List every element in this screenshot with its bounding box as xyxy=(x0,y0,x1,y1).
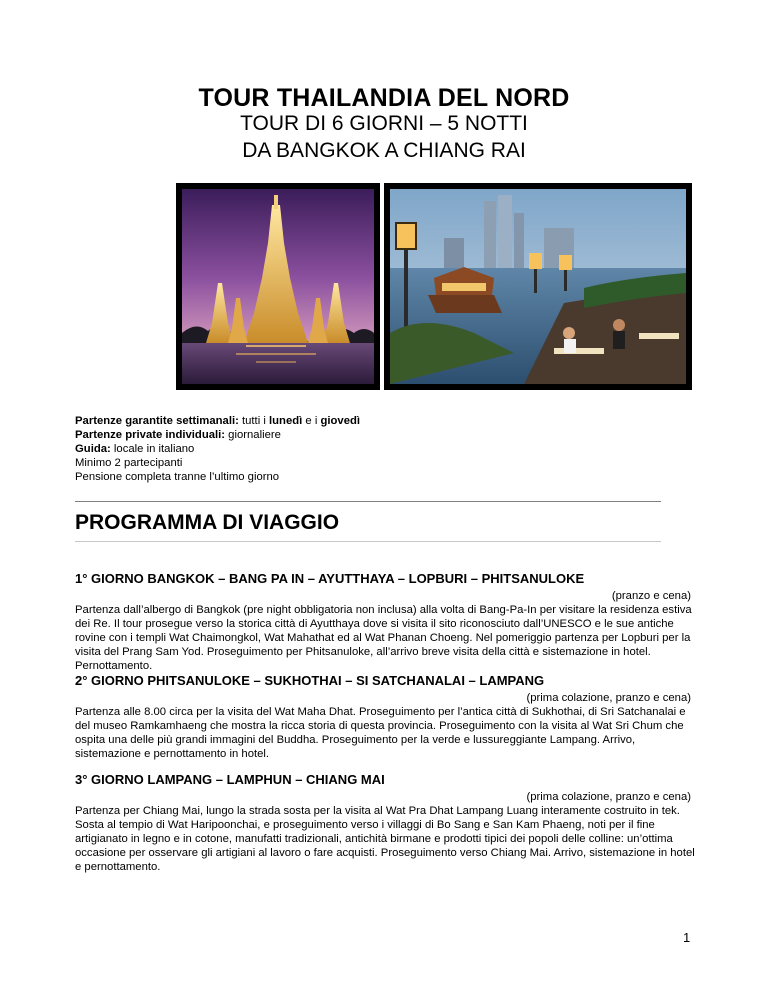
divider xyxy=(75,501,661,502)
tour-info-block xyxy=(75,414,675,484)
day-2-section xyxy=(75,673,695,761)
day-meals: (prima colazione, pranzo e cena) xyxy=(526,692,691,704)
page-number: 1 xyxy=(683,930,691,945)
info-minimum-participants: Minimo 2 partecipanti xyxy=(75,457,183,469)
info-day-monday: lunedì xyxy=(269,415,303,427)
tour-title: TOUR THAILANDIA DEL NORD xyxy=(198,84,570,112)
info-label: Partenze garantite settimanali: xyxy=(75,415,239,427)
day-description: Partenza per Chiang Mai, lungo la strada sosta per la visita al Wat Pra Dhat Lampang Luang interamente costruito in tek. Sosta al tempio di Wat Haripoonchai, e proseguimento verso i villaggi di Bo Sang e San Kam Phaeng, noti per il fine artigianato in legno e in cotone, manufatti tradizionali, antichità birmane e prodotti tipici dei popoli delle colline: un’ottima occasione per osservare gli artigiani al lavoro o fare acquisti. Proseguimento verso Chiang Mai. Arrivo, sistemazione in hotel e pernottamento. xyxy=(75,805,695,873)
day-title: 2° GIORNO PHITSANULOKE – SUKHOTHAI – SI SATCHANALAI – LAMPANG xyxy=(75,673,545,688)
day-1-section xyxy=(75,571,695,673)
info-departures-private xyxy=(75,428,675,442)
info-text: giornaliere xyxy=(225,429,281,441)
day-meals: (prima colazione, pranzo e cena) xyxy=(526,791,691,803)
info-label: Guida: xyxy=(75,443,111,455)
info-text: tutti i xyxy=(238,415,269,427)
tour-duration-subtitle: TOUR DI 6 GIORNI – 5 NOTTI xyxy=(240,112,528,135)
info-board: Pensione completa tranne l’ultimo giorno xyxy=(75,471,280,483)
wat-arun-photo xyxy=(176,183,380,390)
info-label: Partenze private individuali: xyxy=(75,429,226,441)
divider xyxy=(75,541,661,542)
river-dinner-photo xyxy=(384,183,692,390)
info-text: locale in italiano xyxy=(110,443,195,455)
info-guide xyxy=(75,442,675,456)
day-description: Partenza alle 8.00 circa per la visita del Wat Maha Dhat. Proseguimento per l’antica città di Sukhothai, di Sri Satchanalai e del museo Ramkamhaeng che mostra la ricca storia di questa provincia. Proseguimento con la visita al Wat Sri Chum che ospita una delle più grandi immagini del Buddha. Proseguimento per la verde e lussureggiante Lampang. Arrivo, sistemazione e pernottamento in hotel. xyxy=(75,706,686,760)
day-3-section xyxy=(75,772,695,874)
day-description: Partenza dall’albergo di Bangkok (pre night obbligatoria non inclusa) alla volta di Bang-Pa-In per visitare la residenza estiva dei Re. Il tour prosegue verso la storica città di Ayutthaya dove si visita il sito riconosciuto dall’UNESCO e le sue antiche rovine con i templi Wat Chaimongkol, Wat Mahathat ed al Wat Phanan Choeng. Nel pomeriggio partenza per Lopburi per la visita del Prang Sam Yod. Proseguimento per Phitsanuloke, all’arrivo breve visita della città e sistemazione in hotel. Pernottamento. xyxy=(75,604,692,672)
day-meals: (pranzo e cena) xyxy=(611,590,691,602)
programma-heading: PROGRAMMA DI VIAGGIO xyxy=(75,511,340,534)
day-title: 1° GIORNO BANGKOK – BANG PA IN – AYUTTHAYA – LOPBURI – PHITSANULOKE xyxy=(75,571,585,586)
info-day-thursday: giovedì xyxy=(320,415,361,427)
info-text: e i xyxy=(302,415,321,427)
info-departures-weekly xyxy=(75,414,675,428)
day-title: 3° GIORNO LAMPANG – LAMPHUN – CHIANG MAI xyxy=(75,772,385,787)
tour-route-subtitle: DA BANGKOK A CHIANG RAI xyxy=(242,139,526,162)
